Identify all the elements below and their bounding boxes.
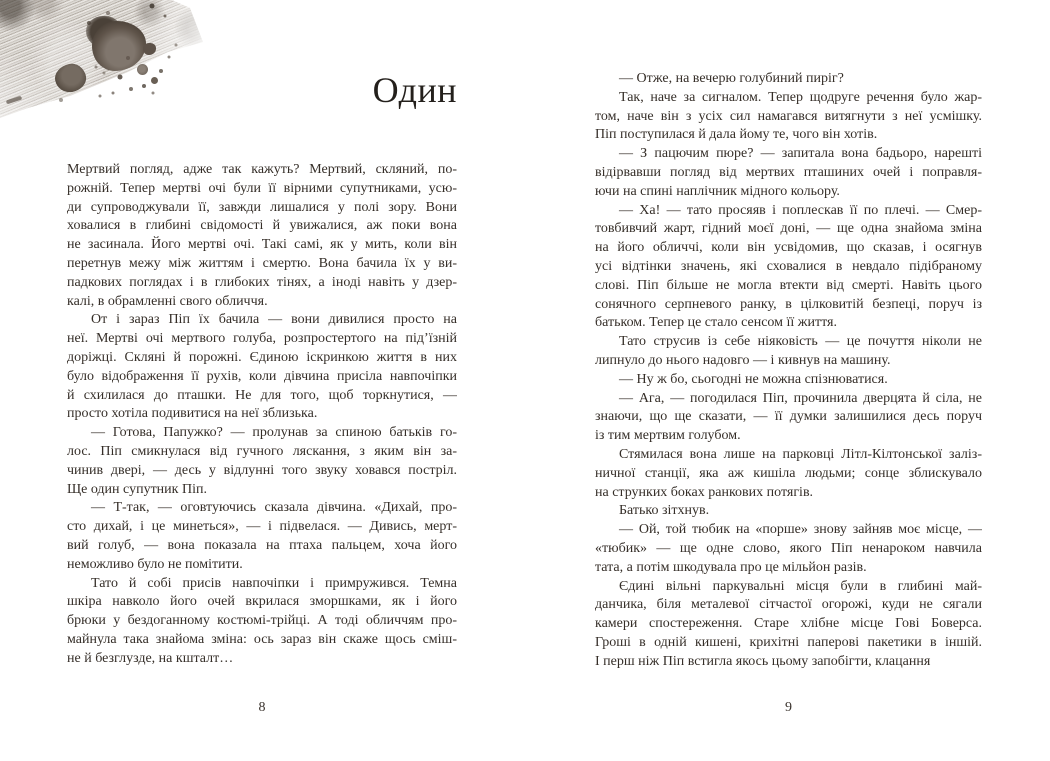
- paragraph: [67, 575, 457, 669]
- paragraph: [67, 311, 457, 424]
- text-line: неї. Мертві очі мертвого голуба, розпростертого на під’їзній: [67, 331, 457, 347]
- text-line: — З пацючим пюре? — запитала вона бадьоро, нарешті: [619, 146, 982, 162]
- text-line: просто хотіла подивитися на неї зблизька.: [67, 406, 318, 422]
- paragraph: [595, 70, 982, 89]
- paragraph: [67, 499, 457, 574]
- text-line: — Отже, на вечерю голубиний пиріг?: [619, 71, 844, 86]
- text-line: камери спостереження. Старе хлібне місце Гові Боверса.: [595, 616, 982, 632]
- paragraph: [595, 390, 982, 446]
- text-line: «тюбик» — ще одне слово, якого Піп ненароком навчила: [595, 540, 982, 556]
- text-line: на струнких боках ранкових потягів.: [595, 484, 814, 500]
- paragraph: [595, 502, 982, 521]
- text-line: — Ага, — погодилася Піп, прочинила дверцята й сіла, не: [619, 390, 982, 406]
- paragraph: [595, 202, 982, 334]
- text-line: вий голуб, — вона показала на птаха пальцем, хоча його: [67, 537, 457, 553]
- ink-splatter-decoration: [92, 21, 146, 71]
- paragraph: [595, 371, 982, 390]
- title-gap: [67, 110, 457, 161]
- text-line: батьком. Тепер це стало сенсом її життя.: [595, 315, 837, 331]
- text-line: рожній. Тепер мертві очі були її вірними супутниками, усю-: [67, 180, 457, 196]
- text-line: шкіра навколо його очей вкрилася зморшками, як і його: [67, 594, 457, 610]
- text-line: Батько зітхнув.: [619, 503, 710, 519]
- ink-splatter-decoration: [86, 16, 122, 48]
- text-line: усі відтінки значень, які сховалися в невдало підібраному: [595, 258, 982, 274]
- text-line: чинив двері, — десь у відлунні того звуку ховався постріл.: [67, 462, 457, 478]
- text-line: тата, а потім шкодувала про це мільйон разів.: [595, 559, 867, 575]
- text-line: й схилилася до пташки. Не для того, щоб торкнутися, —: [67, 387, 457, 403]
- text-line: перетнув межу між життям і смертю. Вона бачила їх у ви-: [67, 255, 457, 271]
- ink-speckles-decoration: [0, 0, 2, 2]
- text-line: липнуло до нього надовго — і кивнув на машину.: [595, 352, 891, 368]
- text-line: не засинала. Його мертві очі. Такі самі, як у мить, коли він: [67, 237, 457, 253]
- text-line: брюки у бездоганному костюмі-трійці. А тоді обличчям про-: [67, 613, 457, 629]
- page-text: [67, 161, 457, 669]
- paragraph: [595, 145, 982, 201]
- text-line: із тим мертвим голубом.: [595, 428, 741, 444]
- text-line: було відображення її рухів, коли дівчина присіла навпочіпки: [67, 368, 457, 384]
- chapter-title: Один: [372, 70, 457, 110]
- paragraph: [67, 161, 457, 311]
- text-line: неможливо було не помітити.: [67, 556, 243, 572]
- text-line: падкових поглядах і в глибоких тінях, а іноді навіть у дзер-: [67, 274, 457, 290]
- text-line: Стямилася вона лише на парковці Літл-Кілтонської заліз-: [619, 446, 982, 462]
- text-line: Гроші в одній кишені, крихітні паперові пакетики в іншій.: [595, 634, 982, 650]
- text-line: майнула така знайома зміна: ось зараз він скаже щось сміш-: [67, 631, 457, 647]
- text-line: відірвавши погляд від мертвих пташиних очей і поправля-: [595, 164, 982, 180]
- text-line: ючи на спині наплічник мідного кольору.: [595, 183, 840, 199]
- paragraph: [595, 333, 982, 371]
- text-line: — Ха! — тато просяяв і поплескав її по плечі. — Смер-: [619, 202, 982, 218]
- text-line: Тато й собі присів навпочіпки і примружився. Темна: [91, 575, 457, 591]
- page-text: [595, 70, 982, 672]
- text-line: ховалися в глибині свідомості й увижалися, аж поки вона: [67, 218, 457, 234]
- text-line: — Готова, Папужко? — пролунав за спиною батьків го-: [91, 425, 457, 441]
- text-line: І перш ніж Піп встигла якось цьому запобігти, клацання: [595, 653, 931, 669]
- text-line: Ще один супутник Піп.: [67, 481, 207, 497]
- page-number-right: 9: [785, 700, 792, 715]
- paragraph: [595, 89, 982, 145]
- text-line: ничної станції, яка аж кишіла людьми; сонце зблискувало: [595, 465, 982, 481]
- text-line: — Т-так, — оговтуючись сказала дівчина. «Дихай, про-: [91, 500, 457, 516]
- text-line: Тато струсив із себе ніяковість — це почуття ніколи не: [619, 334, 982, 350]
- text-line: том, наче він з усіх сил намагався витягнути з неї усмішку.: [595, 108, 982, 124]
- ink-droplet-decoration: [143, 43, 156, 55]
- ink-droplet-decoration: [6, 96, 22, 105]
- text-line: калі, в обрамленні свого обличчя.: [67, 293, 268, 309]
- paragraph: [595, 446, 982, 502]
- text-line: От і зараз Піп їх бачила — вони дивилися просто на: [91, 312, 457, 328]
- text-line: на його обличчі, коли він усвідомив, що сказав, і осягнув: [595, 240, 982, 256]
- text-line: ди супроводжували її, завжди лишалися у полі зору. Вони: [67, 199, 457, 215]
- text-line: — Ой, той тюбик на «порше» знову зайняв моє місце, —: [619, 522, 982, 538]
- page-right: [595, 70, 982, 672]
- text-line: доріжці. Скляні й порожні. Єдиною іскринкою життя в них: [67, 349, 457, 365]
- text-line: — Ну ж бо, сьогодні не можна спізнюватися.: [619, 371, 888, 387]
- text-line: слові. Піп більше не могла втекти від смерті. Навіть цього: [595, 277, 982, 293]
- paragraph: [595, 578, 982, 672]
- text-line: сто дихай, і це минеться», — і підвелася. — Дивись, мерт-: [67, 519, 457, 535]
- paragraph: [595, 521, 982, 577]
- text-line: Піп поступилася й дала йому те, чого він хотів.: [595, 127, 878, 143]
- text-line: Так, наче за сигналом. Тепер щодруге речення було жар-: [619, 89, 982, 105]
- text-line: не й безглузде, на кшталт…: [67, 650, 234, 666]
- page-left: [67, 70, 457, 669]
- text-line: данчика, біля металевої сітчастої огорожі, куди не сягали: [595, 597, 982, 613]
- paragraph: [67, 424, 457, 499]
- page-number-left: 8: [258, 700, 266, 715]
- text-line: сонячного серпневого ранку, в цілковитій безпеці, поруч із: [595, 296, 982, 312]
- text-line: Єдині вільні паркувальні місця були в глибині май-: [619, 578, 982, 594]
- text-line: товбивчий жарт, гідний моєї доні, — ще одна знайома зміна: [595, 221, 982, 237]
- text-line: лос. Піп смикнулася від гучного ляскання, з яким він за-: [67, 443, 457, 459]
- text-line: знаючи, що ще сказати, — її думки залишилися десь поруч: [595, 409, 982, 425]
- text-line: Мертвий погляд, адже так кажуть? Мертвий, скляний, по-: [67, 162, 457, 177]
